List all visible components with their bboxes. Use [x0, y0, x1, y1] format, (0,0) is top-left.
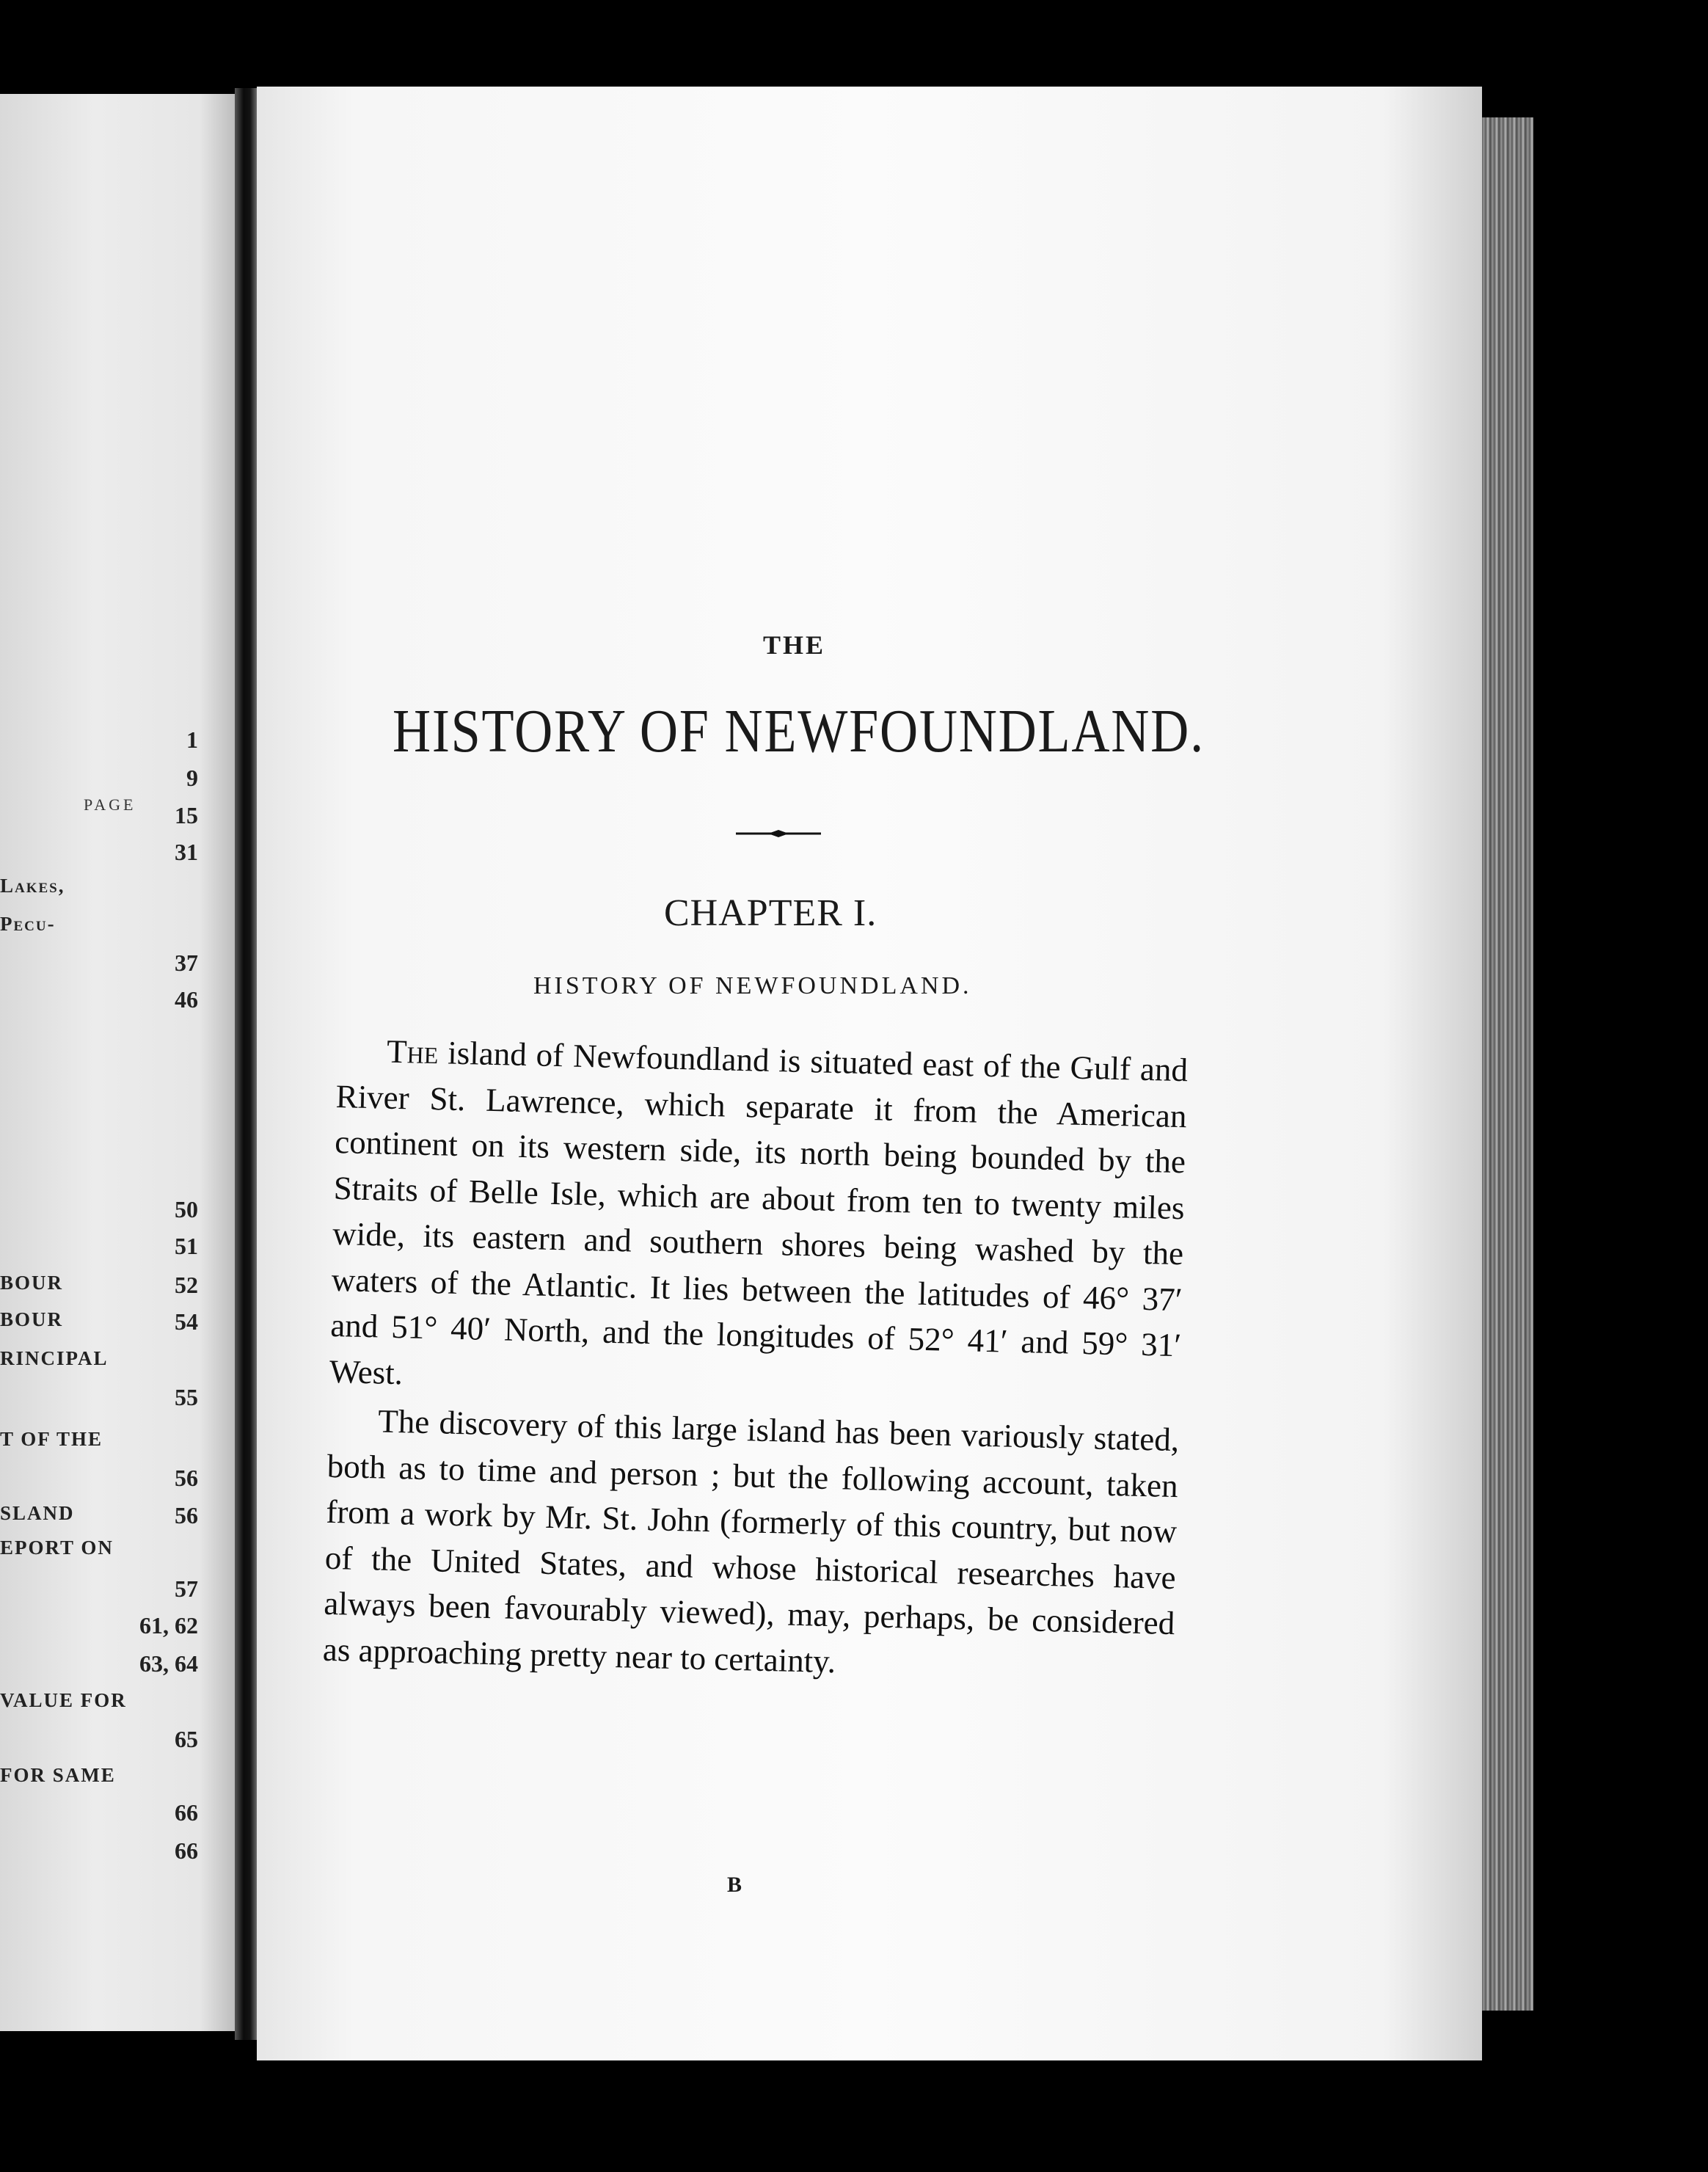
toc-entry [0, 1347, 198, 1380]
toc-entry [0, 1837, 198, 1870]
toc-entry [0, 1233, 198, 1265]
toc-entry [0, 986, 198, 1018]
toc-entry-fragment: Lakes, [0, 875, 65, 897]
toc-entry-fragment: FOR SAME [0, 1764, 116, 1786]
toc-entry [0, 1384, 198, 1416]
toc-entry-page-number: 55 [175, 1384, 198, 1410]
ornament-divider [736, 830, 821, 837]
toc-entry-fragment: BOUR [0, 1272, 64, 1294]
toc-entry-fragment: SLAND [0, 1502, 75, 1524]
toc-entry-page-number: 46 [175, 986, 198, 1013]
signature-mark: B [727, 1873, 742, 1897]
toc-entry [0, 1428, 198, 1460]
book-gutter [235, 88, 257, 2040]
toc-entry-fragment: RINCIPAL [0, 1347, 109, 1369]
toc-entry-page-number: 52 [175, 1272, 198, 1298]
paragraph-1-text: island of Newfoundland is situated east of the Gulf and River St. Lawrence, which separate it from the American continent on its western side, its north being bounded by the Straits of Belle Isle, which are about from ten to twenty miles wide, its eastern and southern shores being washed by the waters of the Atlantic. It lies between the latitudes of 46° 37′ and 51° 40′ North, and the longitudes of 52° 41′ and 59° 31′ West. [329, 1034, 1189, 1391]
toc-entry-page-number: 56 [175, 1465, 198, 1491]
toc-entry [0, 1537, 198, 1569]
toc-entry-page-number: 50 [175, 1196, 198, 1222]
toc-entry [0, 1689, 198, 1721]
toc-entry-fragment: T OF THE [0, 1428, 103, 1450]
toc-entry [0, 1612, 198, 1644]
paragraph-1-lead: The [386, 1032, 439, 1071]
toc-entry-page-number: 57 [175, 1575, 198, 1602]
book-title: HISTORY OF NEWFOUNDLAND. [393, 697, 1205, 765]
toc-entry [0, 950, 198, 982]
toc-entry-page-number: 63, 64 [139, 1650, 198, 1677]
toc-entry [0, 913, 198, 945]
toc-entry-page-number: 66 [175, 1799, 198, 1826]
toc-entry [0, 839, 198, 871]
toc-entry [0, 1764, 198, 1796]
toc-entry [0, 1196, 198, 1228]
toc-entry-fragment: Pecu- [0, 913, 56, 935]
toc-entry [0, 1726, 198, 1758]
chapter-body [322, 1027, 1188, 1692]
paragraph-1 [329, 1027, 1188, 1414]
toc-entry [0, 1650, 198, 1683]
page-edges [1475, 117, 1533, 2011]
toc-entry-page-number: 65 [175, 1726, 198, 1752]
left-page-toc [0, 94, 235, 2031]
toc-entry-fragment: EPORT ON [0, 1537, 114, 1559]
toc-entry-page-number: 66 [175, 1837, 198, 1864]
toc-entry [0, 1308, 198, 1341]
toc-entry [0, 1502, 198, 1534]
toc-entry-page-number: 37 [175, 950, 198, 976]
toc-entry-page-number: 1 [186, 726, 198, 753]
toc-entry [0, 726, 198, 759]
toc-entry [0, 1465, 198, 1497]
toc-entry-page-number: 9 [186, 765, 198, 791]
toc-entry [0, 1575, 198, 1608]
paragraph-2: The discovery of this large island has been variously stated, both as to time and person ; but the following account, taken from a work by Mr. St. John (formerly of this country, but now of the United States, and whose historical researches have always been favourably viewed), may, perhaps, be considered as approaching pretty near to certainty. [322, 1402, 1180, 1680]
toc-entry-page-number: 15 [175, 802, 198, 828]
title-the: THE [763, 630, 826, 660]
toc-entry [0, 765, 198, 797]
toc-entry-page-number: 56 [175, 1502, 198, 1528]
chapter-subtitle: HISTORY OF NEWFOUNDLAND. [533, 972, 972, 999]
toc-entry-fragment: VALUE FOR [0, 1689, 127, 1711]
toc-page-column-label: PAGE [84, 795, 136, 814]
toc-entry [0, 1799, 198, 1832]
toc-entry-page-number: 51 [175, 1233, 198, 1259]
toc-entry [0, 875, 198, 907]
chapter-heading: CHAPTER I. [664, 892, 877, 934]
toc-entry [0, 802, 198, 834]
toc-entry-fragment: BOUR [0, 1308, 64, 1330]
toc-entry-page-number: 31 [175, 839, 198, 865]
toc-entry [0, 1272, 198, 1304]
toc-entry-page-number: 61, 62 [139, 1612, 198, 1639]
toc-entry-page-number: 54 [175, 1308, 198, 1335]
